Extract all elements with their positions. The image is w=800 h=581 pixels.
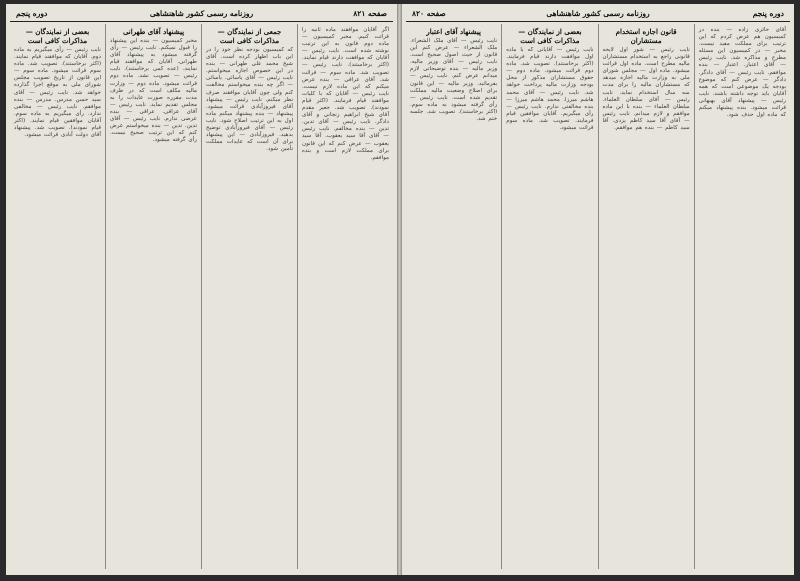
right-page-header: [406, 7, 790, 22]
left-column-1: [297, 24, 393, 569]
column-text: نایب رئیس — شور اول لایحه قانونی راجع به استخدام مستشاران مالیه مطرح است. ماده اول قرائت میشود. ماده اول — مجلس شورای ملی به وزارت مالیه اجازه میدهد که مستشاران مالیه را برای مدت سه سال استخدام نماید. نایب رئیس — آقای سلطان العلماء. سلطان العلماء — بنده با این ماده موافقم و لازم میدانم. نایب رئیس — آقای آقا سید کاظم یزدی. آقا سید کاظم — بنده هم موافقم.: [602, 47, 690, 132]
right-column-2: [598, 24, 694, 569]
column-heading: بعضی از نمایندگان — مذاکرات کافی است: [25, 27, 90, 45]
right-running-title: روزنامه رسمی کشور شاهنشاهی: [546, 9, 650, 18]
left-columns: [10, 24, 393, 569]
left-session-label: دوره پنجم: [16, 9, 48, 18]
left-column-4: [10, 24, 105, 569]
right-page-number: صفحه ۸۲۰: [412, 9, 446, 18]
right-column-3: [501, 24, 597, 569]
left-column-2: [201, 24, 297, 569]
right-session-label: دوره پنجم: [752, 9, 784, 18]
column-text: آقای حائری زاده — بنده در کمیسیون هم عرض کردم که این ترتیب برای مملکت مفید نیست. مخبر — در کمیسیون این مسئله مطرح و مذاکره شد. نایب رئیس — آقای اعتبار. اعتبار — بنده موافقم. نایب رئیس — آقای دادگر. دادگر — عرض کنم که موضوع بودجه یک موضوعی است که همه آقایان باید توجه داشته باشند. نایب رئیس — پیشنهاد آقای بهبهانی قرائت میشود. بنده پیشنهاد میکنم که ماده اول حذف شود.: [698, 27, 786, 119]
left-page-number: صفحه ۸۲۱: [353, 9, 387, 18]
column-text: نایب رئیس — آقای ملک الشعراء. ملک الشعراء — عرض کنم این قانون از حیث اصول صحیح است. نایب رئیس — آقای وزیر مالیه. وزیر مالیه — بنده توضیحاتی لازم میدانم عرض کنم. نایب رئیس — بفرمائید. وزیر مالیه — این قانون برای اصلاح وضعیت مالیه مملکت تقدیم شده است. نایب رئیس — رأی گرفته میشود به ماده سوم. (اکثر برخاستند). تصویب شد. جلسه ختم شد.: [410, 38, 498, 123]
right-columns: [406, 24, 790, 569]
column-heading: قانون اجازه استخدام مستشاران: [615, 27, 677, 45]
column-heading: پیشنهاد آقای طهرانی: [122, 27, 185, 36]
left-page: [6, 4, 398, 575]
column-heading: جمعی از نمایندگان — مذاکرات کافی است: [217, 27, 282, 45]
column-text: مخبر کمیسیون — بنده این پیشنهاد را قبول نمیکنم. نایب رئیس — رأی گرفته میشود به پیشنهاد آقای طهرانی. آقایان که موافقند قیام نمایند. (عده کمی برخاستند). نایب رئیس — تصویب نشد. ماده دوم قرائت میشود. ماده دوم — وزارت مالیه مکلف است که در ظرف مدت مقرره صورت عایدات را به مجلس تقدیم نماید. نایب رئیس — آقای عراقی. عراقی — بنده عرضی ندارم. نایب رئیس — آقای تدین. تدین — بنده میخواستم عرض کنم که این ترتیب صحیح نیست. رأی گرفته میشود.: [109, 38, 197, 144]
column-text: نایب رئیس — آقایانی که با ماده اول موافقت دارند قیام فرمایند. (اکثر برخاستند). تصویب شد. ماده دوم قرائت میشود. ماده دوم — حقوق مستشاران مذکور از محل بودجه وزارت مالیه پرداخت خواهد شد. نایب رئیس — آقای محمد هاشم میرزا. محمد هاشم میرزا — بنده مخالفتی ندارم. نایب رئیس — رأی میگیریم. آقایان موافقین قیام فرمایند. تصویب شد. ماده سوم قرائت میشود.: [506, 47, 594, 132]
left-running-title: روزنامه رسمی کشور شاهنشاهی: [149, 9, 254, 18]
right-page: [401, 4, 794, 575]
right-column-4: [406, 24, 501, 569]
column-text: اگر آقایان موافقند ماده ثانیه را قرائت کنیم. مخبر کمیسیون — ماده دوم قانون به این ترتیب نوشته شده است. نایب رئیس — آقایان که موافقت دارند قیام نمایند. (اکثر برخاستند). نایب رئیس — تصویب شد. ماده سوم — قرائت شد. آقای عراقی — بنده عرض میکنم که این ماده لازم نیست. نایب رئیس — آقایان که با کلیات موافقند قیام فرمایند. (اکثر قیام نمودند). تصویب شد. جعیر مقدم آقای شیخ ابراهیم زنجانی و آقای دادگر. نایب رئیس — آقای تدین. تدین — بنده مخالفم. نایب رئیس — آقای آقا سید یعقوب. آقا سید یعقوب — عرض کنم که این قانون برای مملکت لازم است و بنده موافقم.: [302, 27, 389, 161]
column-heading: پیشنهاد آقای اعتبار: [426, 27, 481, 36]
left-column-3: [105, 24, 201, 569]
column-text: که کمیسیون بودجه نظر خود را در این باب اظهار کرده است. آقای شیخ محمد علی طهرانی — بنده در این خصوص اجازه میخواستم. نایب رئیس — آقای یاسائی. یاسائی — اگر چه بنده میخواستم مخالفت کنم ولی چون آقایان موافقند صرف نظر میکنم. نایب رئیس — پیشنهاد آقای فیروزآبادی قرائت میشود. پیشنهاد — بنده پیشنهاد میکنم ماده اول به این ترتیب اصلاح شود. نایب رئیس — آقای فیروزآبادی توضیح بدهید. فیروزآبادی — این پیشنهاد برای آن است که عایدات مملکت تأمین شود.: [206, 47, 293, 153]
column-heading: بعضی از نمایندگان — مذاکرات کافی است: [518, 27, 582, 45]
column-text: نایب رئیس — رأی میگیریم به ماده دوم. آقایان که موافقند قیام نمایند. (اکثر برخاستند). تصویب شد. ماده سوم قرائت میشود. ماده سوم — این قانون از تاریخ تصویب مجلس شورای ملی به موقع اجرا گذارده خواهد شد. نایب رئیس — آقای سید حسن مدرس. مدرس — بنده موافقم. نایب رئیس — مخالفی ندارد. رأی میگیریم به ماده سوم. آقایان موافقین قیام نمایند. (اکثر قیام نمودند). تصویب شد. پیشنهاد آقای دولت آبادی قرائت میشود.: [14, 47, 101, 139]
right-column-1: [694, 24, 790, 569]
left-page-header: [10, 7, 393, 22]
